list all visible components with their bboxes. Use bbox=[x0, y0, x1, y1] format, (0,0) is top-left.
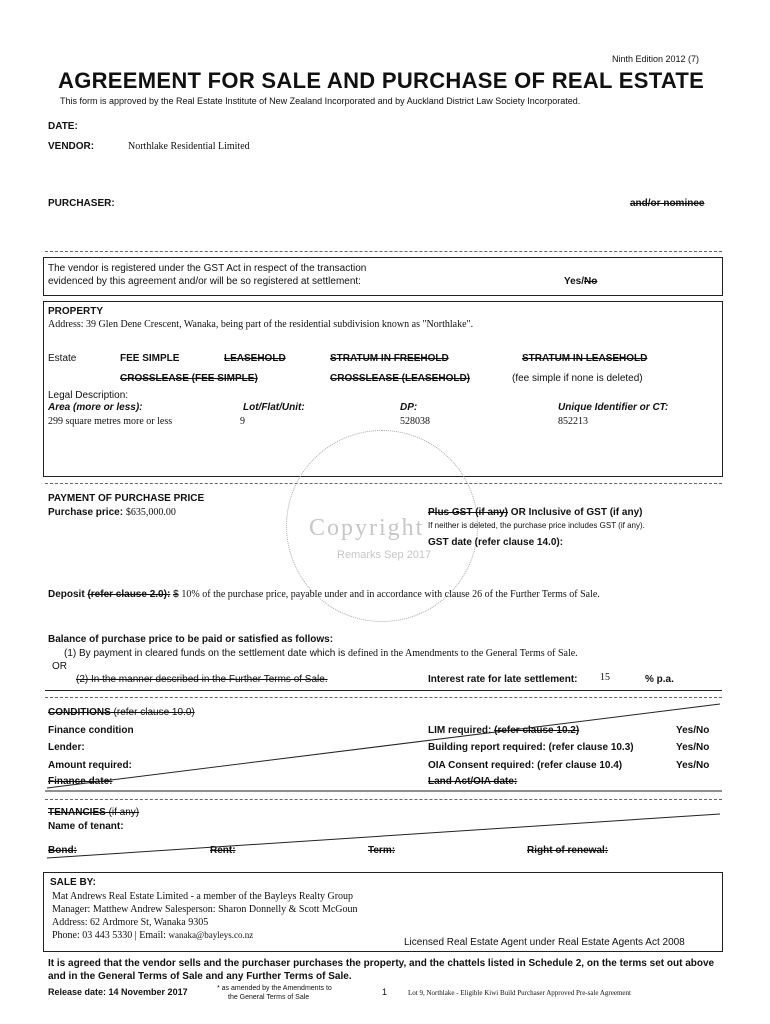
ct-label: Unique Identifier or CT: bbox=[558, 402, 669, 413]
lot-label: Lot/Flat/Unit: bbox=[243, 402, 305, 413]
licensed-agent-label: Licensed Real Estate Agent under Real Estate Agents Act 2008 bbox=[404, 937, 685, 948]
deposit-ref: (refer clause 2.0): bbox=[87, 589, 171, 600]
dp-value: 528038 bbox=[400, 416, 430, 427]
balance-heading: Balance of purchase price to be paid or satisfied as follows: bbox=[48, 634, 334, 645]
estate-stratum-freehold: STRATUM IN FREEHOLD bbox=[330, 353, 449, 364]
gst-yes: Yes/ bbox=[564, 276, 585, 287]
conditions-heading-ref: (refer clause 10.0) bbox=[110, 707, 195, 718]
gst-no: No bbox=[584, 276, 598, 287]
estate-fee-simple: FEE SIMPLE bbox=[120, 353, 180, 364]
estate-crosslease-lh: CROSSLEASE (LEASEHOLD) bbox=[330, 373, 471, 384]
deposit-row bbox=[48, 589, 600, 600]
divider bbox=[45, 690, 722, 691]
stamp-word: Copyright bbox=[309, 515, 425, 541]
lender-label: Lender: bbox=[48, 742, 85, 753]
vendor-label: VENDOR: bbox=[48, 141, 95, 152]
area-label: Area (more or less): bbox=[48, 402, 143, 413]
purchase-price-row bbox=[48, 507, 176, 518]
gst-yes-no bbox=[564, 276, 597, 287]
inclusive-gst: OR Inclusive of GST (if any) bbox=[508, 507, 643, 518]
stamp-date: Remarks Sep 2017 bbox=[337, 549, 432, 561]
divider bbox=[45, 251, 722, 252]
balance-option-1-b: defined in the Amendments to the General Terms of Sale. bbox=[348, 648, 578, 659]
oia-consent-label: OIA Consent required: (refer clause 10.4) bbox=[428, 760, 623, 771]
gst-neither-note: If neither is deleted, the purchase price includes GST (if any). bbox=[428, 521, 645, 530]
tenancies-heading-text: TENANCIES bbox=[48, 807, 106, 818]
tenancies-heading-note: (if any) bbox=[105, 807, 140, 818]
sale-by-line-4 bbox=[52, 930, 253, 941]
sale-by-line-1: Mat Andrews Real Estate Limited - a member of the Bayleys Realty Group bbox=[52, 891, 354, 902]
conditions-strikethrough-line bbox=[45, 700, 722, 792]
gst-line-2: evidenced by this agreement and/or will be so registered at settlement: bbox=[48, 276, 361, 287]
deposit-label: Deposit bbox=[48, 589, 85, 600]
land-act-label: Land Act/OIA date: bbox=[428, 776, 518, 787]
vendor-value: Northlake Residential Limited bbox=[128, 141, 250, 152]
payment-heading: PAYMENT OF PURCHASE PRICE bbox=[48, 493, 205, 504]
dp-label: DP: bbox=[400, 402, 418, 413]
oia-yes-no: Yes/No bbox=[676, 760, 710, 771]
building-yes-no: Yes/No bbox=[676, 742, 710, 753]
gst-line-1: The vendor is registered under the GST Act in respect of the transaction bbox=[48, 263, 367, 274]
area-value: 299 square metres more or less bbox=[48, 416, 173, 427]
rent-label: Rent: bbox=[210, 845, 236, 856]
legal-description-label: Legal Description: bbox=[48, 390, 129, 401]
finance-date-label: Finance date: bbox=[48, 776, 113, 787]
interest-label: Interest rate for late settlement: bbox=[428, 674, 578, 685]
balance-option-1-a: (1) By payment in cleared funds on the settlement date which is bbox=[64, 648, 349, 659]
plus-gst: Plus GST (if any) bbox=[428, 507, 509, 518]
estate-crosslease-fs: CROSSLEASE (FEE SIMPLE) bbox=[120, 373, 258, 384]
amount-required-label: Amount required: bbox=[48, 760, 132, 771]
tenancies-strikethrough-line bbox=[45, 808, 722, 860]
sale-by-phone: Phone: 03 443 5330 | Email: bbox=[52, 930, 169, 941]
gst-inclusion bbox=[428, 507, 642, 518]
gst-date-label: GST date (refer clause 14.0): bbox=[428, 537, 564, 548]
lot-note: Lot 9, Northlake - Eligible Kiwi Build Purchaser Approved Pre-sale Agreement bbox=[408, 989, 631, 997]
estate-stratum-leasehold: STRATUM IN LEASEHOLD bbox=[522, 353, 648, 364]
property-address: Address: 39 Glen Dene Crescent, Wanaka, being part of the residential subdivision known as "Northlake". bbox=[48, 319, 474, 330]
finance-condition-label: Finance condition bbox=[48, 725, 134, 736]
estate-label: Estate bbox=[48, 353, 77, 364]
renewal-label: Right of renewal: bbox=[527, 845, 609, 856]
conditions-heading-text: CONDITIONS bbox=[48, 707, 111, 718]
bond-label: Bond: bbox=[48, 845, 77, 856]
ct-value: 852213 bbox=[558, 416, 588, 427]
lim-yes-no: Yes/No bbox=[676, 725, 710, 736]
purchase-price-value: $635,000.00 bbox=[125, 507, 176, 518]
deposit-dollar: $ bbox=[173, 589, 179, 600]
nominee-text: and/or nominee bbox=[630, 198, 705, 209]
date-label: DATE: bbox=[48, 121, 78, 132]
balance-or: OR bbox=[52, 661, 67, 672]
divider bbox=[45, 799, 722, 800]
lot-value: 9 bbox=[240, 416, 245, 427]
sale-by-line-2: Manager: Matthew Andrew Salesperson: Sharon Donnelly & Scott McGoun bbox=[52, 904, 358, 915]
sale-by-line-3: Address: 62 Ardmore St, Wanaka 9305 bbox=[52, 917, 209, 928]
sale-by-heading: SALE BY: bbox=[50, 877, 96, 888]
purchase-price-label: Purchase price: bbox=[48, 507, 124, 518]
amended-note-1: * as amended by the Amendments to bbox=[217, 985, 332, 992]
lim-ref: (refer clause 10.2) bbox=[494, 725, 580, 736]
purchaser-label: PURCHASER: bbox=[48, 198, 115, 209]
balance-option-2: (2) In the manner described in the Further Terms of Sale. bbox=[76, 674, 328, 685]
page-number: 1 bbox=[382, 987, 388, 997]
term-label: Term: bbox=[368, 845, 396, 856]
document-subtitle: This form is approved by the Real Estate Institute of New Zealand Incorporated and by Auckland District Law Society Incorporated. bbox=[60, 96, 581, 106]
sale-by-email[interactable]: wanaka@bayleys.co.nz bbox=[168, 930, 254, 940]
lim-label: LIM required: bbox=[428, 725, 495, 736]
building-report-label: Building report required: (refer clause 10.3) bbox=[428, 742, 634, 753]
deposit-text: 10% of the purchase price, payable under and in accordance with clause 26 of the Further Terms of Sale. bbox=[181, 589, 600, 600]
tenant-name-label: Name of tenant: bbox=[48, 821, 124, 832]
interest-unit: % p.a. bbox=[645, 674, 674, 685]
agreement-statement: It is agreed that the vendor sells and the purchaser purchases the property, and the chattels listed in Schedule 2, on the terms set out above and in the General Terms of Sale and any Further Terms of Sale. bbox=[48, 958, 715, 982]
interest-value: 15 bbox=[600, 672, 610, 683]
document-title: AGREEMENT FOR SALE AND PURCHASE OF REAL ESTATE bbox=[58, 68, 705, 93]
divider bbox=[45, 697, 722, 698]
estate-note: (fee simple if none is deleted) bbox=[512, 373, 643, 384]
estate-leasehold: LEASEHOLD bbox=[224, 353, 286, 364]
property-heading: PROPERTY bbox=[48, 306, 104, 317]
edition-label: Ninth Edition 2012 (7) bbox=[612, 54, 700, 64]
release-date: Release date: 14 November 2017 bbox=[48, 987, 188, 997]
balance-option-1 bbox=[64, 648, 578, 659]
divider bbox=[45, 483, 722, 484]
amended-note-2: the General Terms of Sale bbox=[228, 994, 310, 1001]
